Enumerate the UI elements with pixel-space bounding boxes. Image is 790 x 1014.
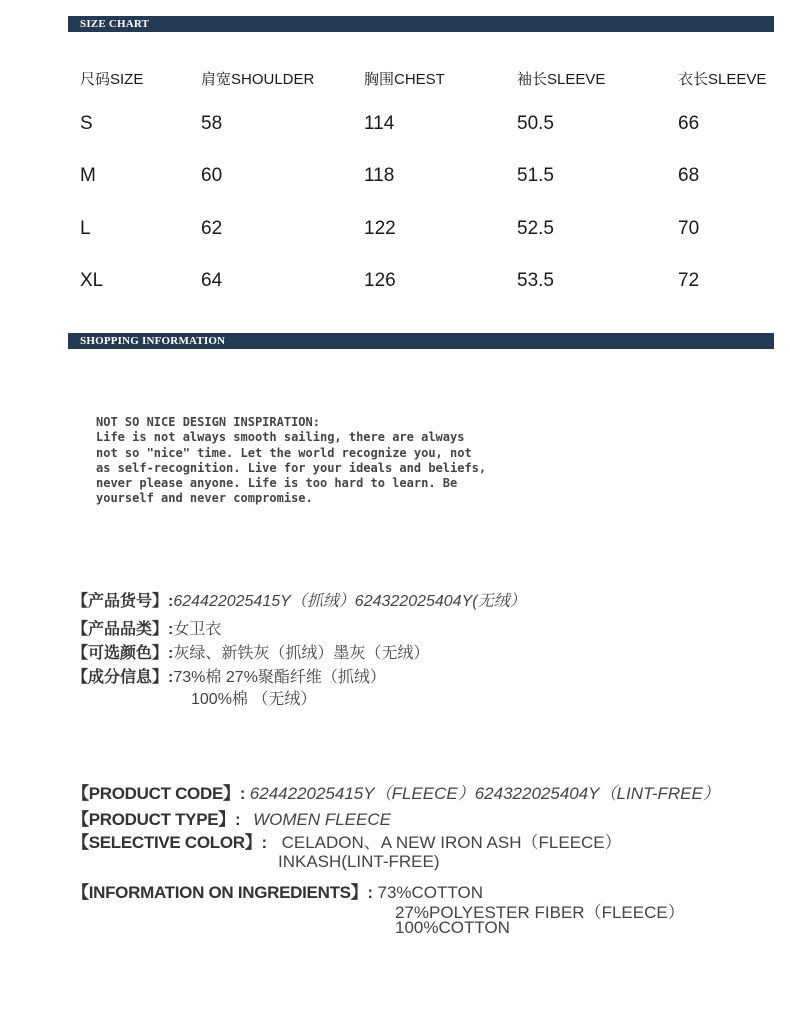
cn-color-row [72, 640, 429, 663]
cn-color-label: 【可选颜色】: [72, 645, 174, 662]
inspiration-line: NOT SO NICE DESIGN INSPIRATION: [96, 415, 320, 429]
table-cell: 70 [678, 218, 700, 239]
inspiration-line: never please anyone. Life is too hard to learn. Be [96, 476, 458, 491]
column-header: 肩宽SHOULDER [201, 71, 315, 88]
en-ingredients-line-3-row [395, 918, 510, 938]
en-product-code-label: 【PRODUCT CODE】: [72, 784, 246, 803]
cn-product-type-row [72, 616, 221, 639]
table-cell: 122 [364, 218, 396, 239]
table-cell: 114 [364, 113, 395, 134]
column-header: 衣长SLEEVE [678, 71, 767, 88]
table-cell: XL [80, 270, 104, 291]
inspiration-line: not so "nice" time. Let the world recognize you, not [96, 445, 472, 460]
cn-product-code-row [72, 588, 526, 611]
en-product-code-row [72, 779, 720, 804]
cn-ingredients-row [72, 664, 386, 687]
en-color-line-2-row [278, 852, 440, 872]
en-product-code-value: 624422025415Y（FLEECE）624322025404Y（LINT-FREE） [249, 784, 720, 803]
table-cell: M [80, 165, 96, 186]
cn-ingredients-line-2-row [191, 686, 316, 709]
table-cell: 58 [201, 113, 223, 134]
size-chart-section-bar: SIZE CHART [68, 16, 774, 32]
table-cell: 68 [678, 165, 700, 186]
cn-product-type-label: 【产品品类】: [72, 621, 174, 638]
table-cell: 126 [364, 270, 396, 291]
inspiration-line: Life is not always smooth sailing, there are always [96, 430, 465, 445]
table-cell: S [80, 113, 93, 134]
column-header: 尺码SIZE [80, 71, 144, 88]
en-ingredients-line-1: 73%COTTON [377, 883, 483, 902]
en-color-line-2: INKASH(LINT-FREE) [278, 852, 440, 871]
table-cell: 72 [678, 270, 700, 291]
en-ingredients-label: 【INFORMATION ON INGREDIENTS】: [72, 883, 373, 902]
cn-product-type-value: 女卫衣 [173, 621, 222, 638]
table-cell: 50.5 [517, 113, 554, 134]
table-cell: 64 [201, 270, 223, 291]
en-product-type-row [72, 805, 391, 830]
en-ingredients-line-2: 27%POLYESTER FIBER（FLEECE） [395, 903, 685, 922]
table-cell: 60 [201, 165, 223, 186]
column-header: 胸围CHEST [364, 71, 445, 88]
cn-ingredients-label: 【成分信息】: [72, 669, 174, 686]
cn-product-code-value: 624422025415Y（抓绒）624322025404Y(无绒） [173, 593, 526, 610]
table-cell: 62 [201, 218, 223, 239]
cn-ingredients-line-2: 100%棉 （无绒） [191, 691, 317, 708]
design-inspiration-text [96, 415, 536, 507]
en-color-row [72, 828, 622, 853]
en-color-line-1: CELADON、A NEW IRON ASH（FLEECE） [281, 833, 622, 852]
cn-color-value: 灰绿、新铁灰（抓绒）墨灰（无绒） [173, 645, 430, 662]
en-product-type-value: WOMEN FLEECE [253, 810, 391, 829]
table-cell: 52.5 [517, 218, 554, 239]
table-cell: 51.5 [517, 165, 554, 186]
shopping-info-section-bar: SHOPPING INFORMATION [68, 333, 774, 349]
column-header: 袖长SLEEVE [517, 71, 606, 88]
table-cell: L [80, 218, 91, 239]
table-cell: 118 [364, 165, 395, 186]
en-color-label: 【SELECTIVE COLOR】: [72, 833, 267, 852]
en-product-type-label: 【PRODUCT TYPE】: [72, 810, 241, 829]
inspiration-line: as self-recognition. Live for your ideals and beliefs, [96, 460, 487, 475]
cn-ingredients-line-1: 73%棉 27%聚酯纤维（抓绒） [173, 669, 386, 686]
inspiration-line: yourself and never compromise. [96, 491, 313, 506]
cn-product-code-label: 【产品货号】: [72, 593, 174, 610]
table-cell: 66 [678, 113, 700, 134]
en-ingredients-line-3: 100%COTTON [395, 918, 510, 937]
table-cell: 53.5 [517, 270, 554, 291]
